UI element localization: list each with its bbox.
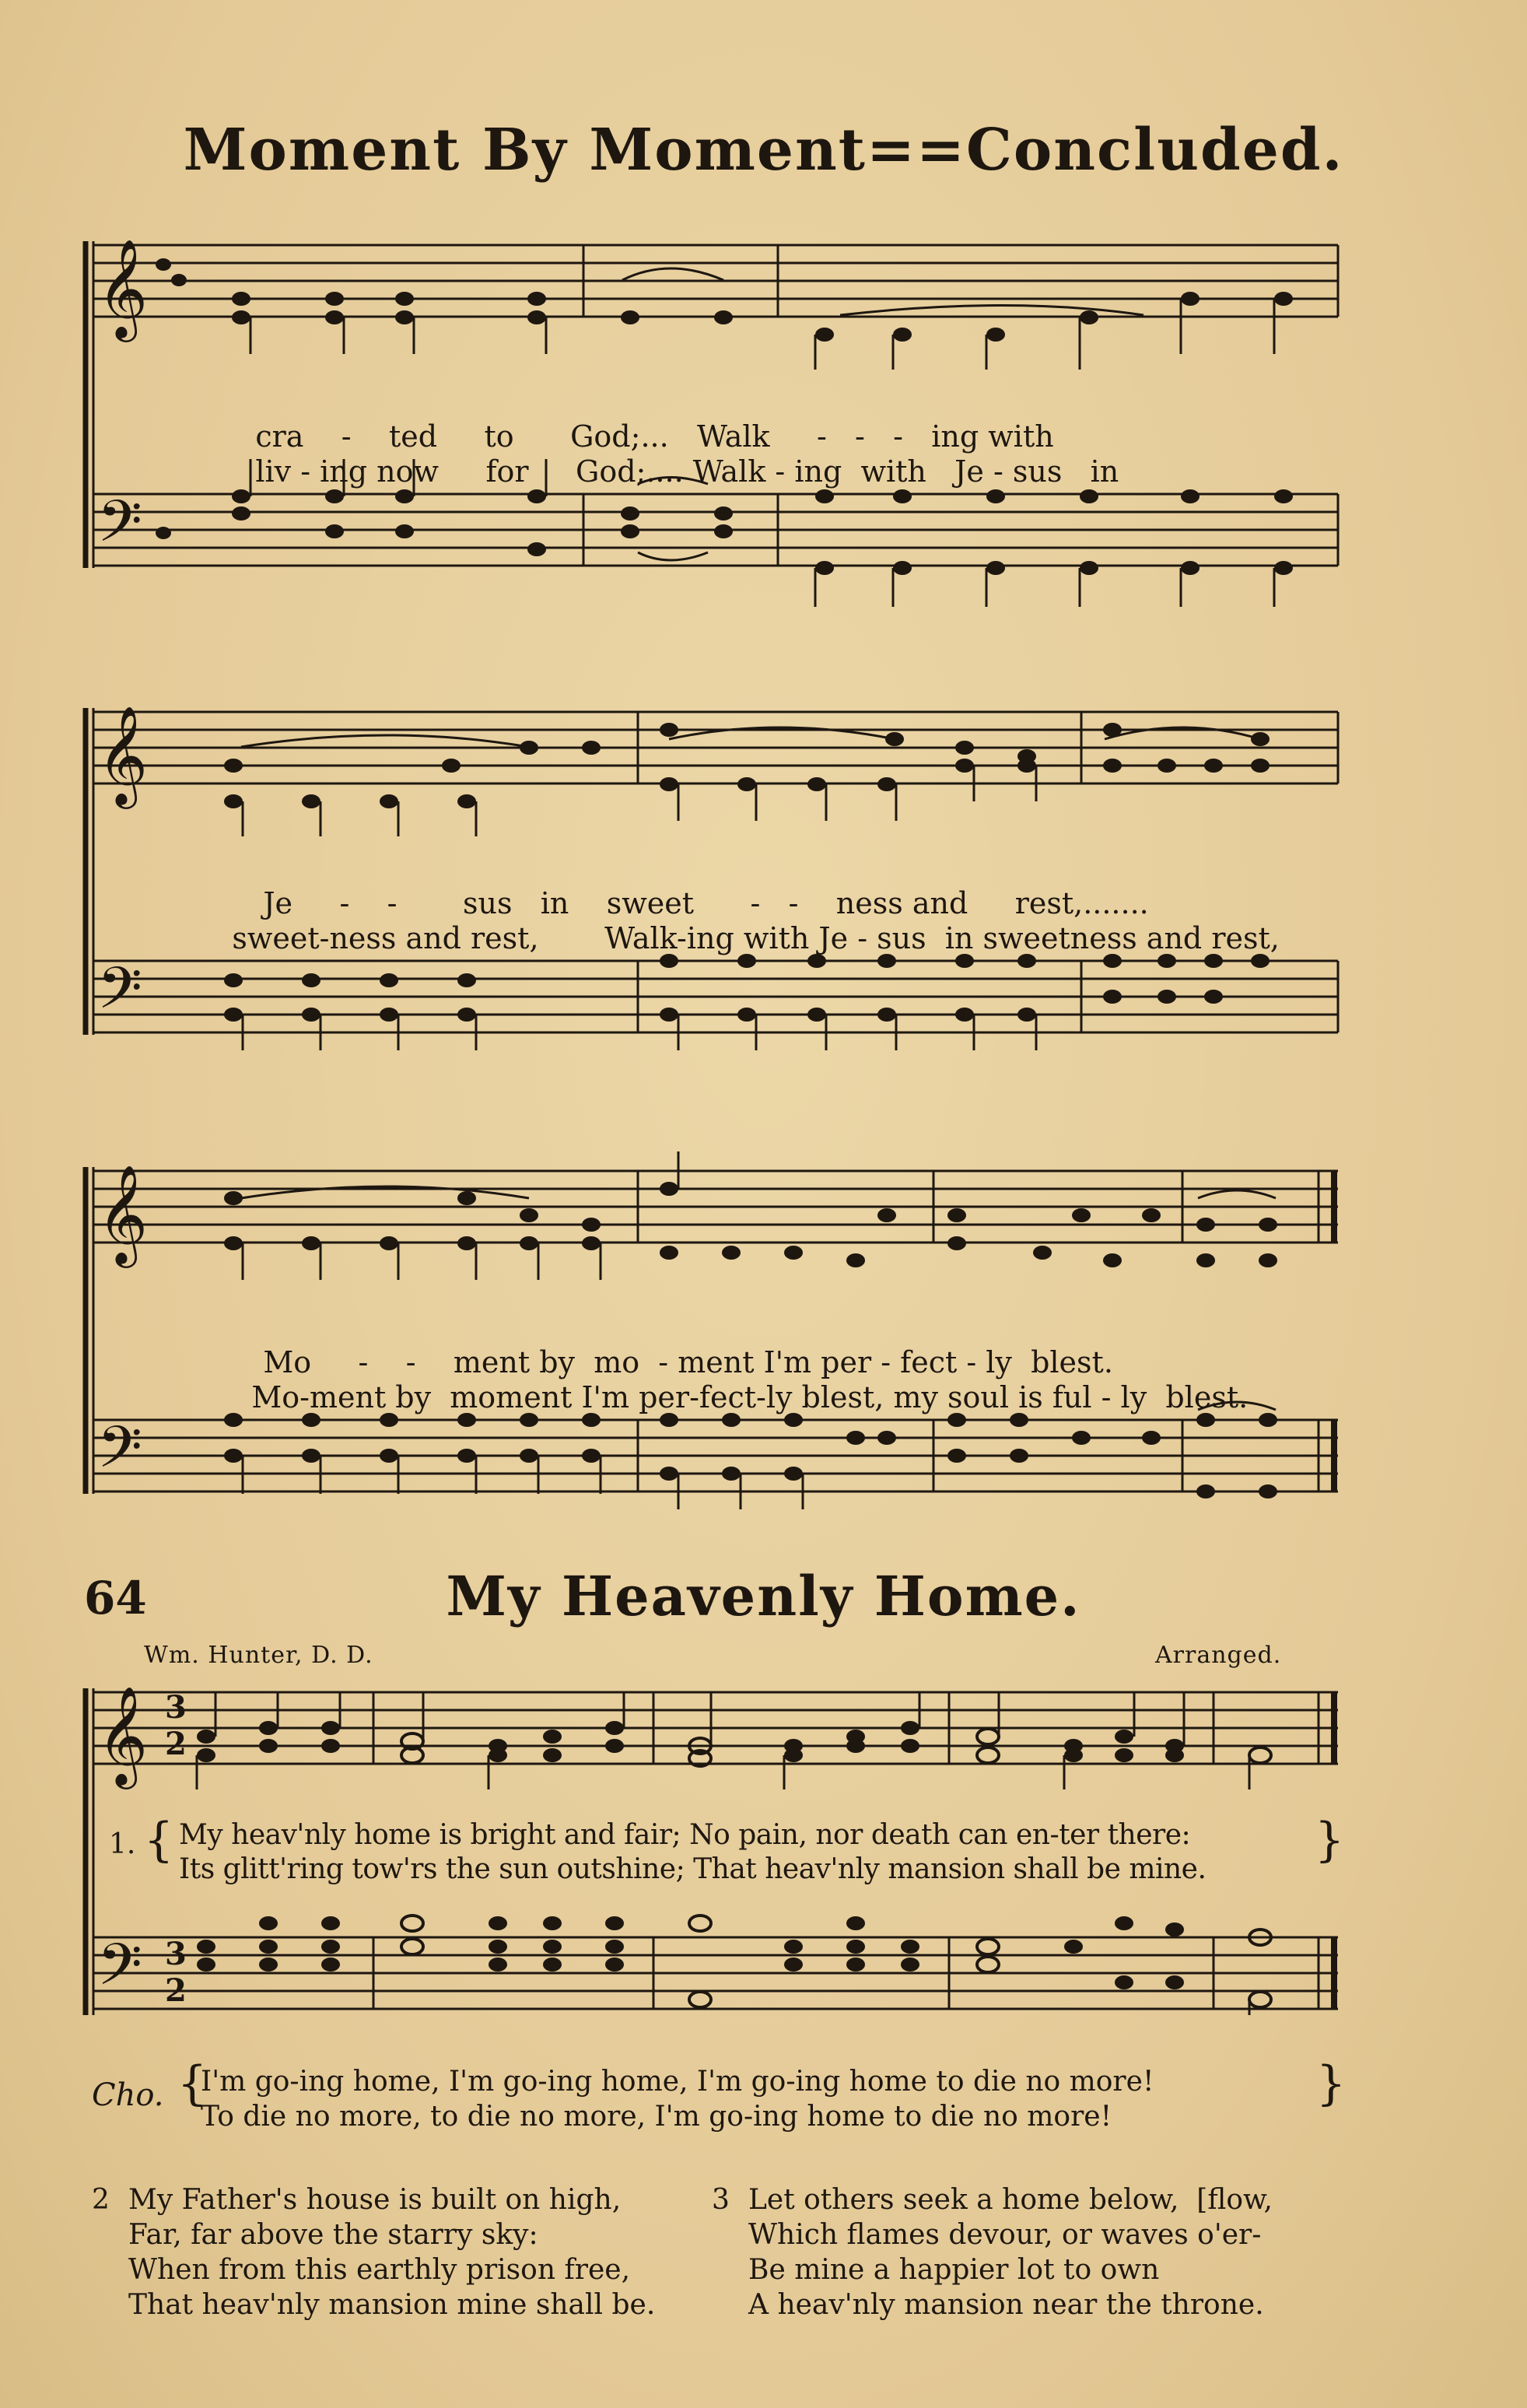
svg-text:𝄢: 𝄢 xyxy=(97,1414,142,1495)
music-system-3 xyxy=(78,1151,1342,1556)
lyric-syllable: rest,....... xyxy=(1014,886,1149,920)
verse-2-line: When from this earthly prison free, xyxy=(128,2254,631,2286)
lyric-syllable: blest. xyxy=(1165,1380,1249,1414)
lyric-hyphen: - xyxy=(387,886,398,920)
music-system-hymn64 xyxy=(78,1681,1345,2015)
lyric-syllable: mo xyxy=(594,1345,640,1379)
svg-text:𝄢: 𝄢 xyxy=(97,955,142,1036)
verse-number: 1. xyxy=(109,1828,136,1860)
svg-text:𝄢: 𝄢 xyxy=(97,488,142,570)
svg-text:𝄞: 𝄞 xyxy=(97,705,149,804)
lyric-hyphen: - xyxy=(750,886,761,920)
lyric-hyphen: - xyxy=(893,419,903,454)
lyric-syllable: with xyxy=(988,419,1054,454)
lyric-syllable: Walk - ing xyxy=(692,454,842,489)
svg-text:𝄞: 𝄞 xyxy=(97,1685,149,1785)
lyric-hyphen: - xyxy=(358,1345,369,1379)
chorus-line-1: I'm go-ing home, I'm go-ing home, I'm go-ing home to die no more! xyxy=(201,2066,1154,2098)
lyrics-line-2 xyxy=(214,1346,1248,1449)
lyric-syllable: Je - sus xyxy=(818,921,926,955)
svg-text:2: 2 xyxy=(165,1972,187,2009)
lyric-syllable: Je xyxy=(263,886,293,920)
lyric-syllable: for xyxy=(485,454,529,489)
verse-1-line-1: My heav'nly home is bright and fair; No pain, nor death can en-ter there: xyxy=(179,1819,1191,1851)
lyric-hyphen: - xyxy=(341,419,352,454)
lyric-hyphen: - xyxy=(405,1345,416,1379)
lyric-syllable: sweet-ness and rest, xyxy=(232,921,539,955)
lyric-hyphen: - xyxy=(816,419,827,454)
lyric-syllable: moment I'm per-fect-ly blest, my soul is ful xyxy=(450,1380,1092,1414)
music-system-2 xyxy=(78,692,1342,1097)
lyric-hyphen: - xyxy=(788,886,799,920)
lyric-syllable: liv xyxy=(255,454,292,489)
lyric-syllable: blest. xyxy=(1031,1345,1113,1379)
lyric-syllable: in xyxy=(1090,454,1119,489)
svg-text:𝄞: 𝄞 xyxy=(97,1164,149,1264)
hymn-arranger: Arranged. xyxy=(1155,1642,1282,1669)
lyric-syllable: God;... xyxy=(570,419,669,454)
lyric-syllable: - sus xyxy=(993,454,1063,489)
lyric-syllable: sus xyxy=(463,886,513,920)
verse-brace-left: { xyxy=(144,1813,174,1867)
lyric-syllable: Je xyxy=(954,454,984,489)
svg-text:𝄢: 𝄢 xyxy=(97,1931,142,2013)
lyric-syllable: to xyxy=(484,419,514,454)
lyric-syllable: now xyxy=(376,454,440,489)
lyric-hyphen: - xyxy=(855,419,865,454)
verse-1-line-2: Its glitt'ring tow'rs the sun outshine; That heav'nly mansion shall be mine. xyxy=(179,1853,1207,1885)
verse-2-line: My Father's house is built on high, xyxy=(128,2184,622,2216)
music-system-1 xyxy=(78,226,1342,630)
section-title: Moment By Moment==Concluded. xyxy=(183,117,1344,184)
lyric-syllable: God;.... xyxy=(575,454,684,489)
chorus-brace-right: } xyxy=(1316,2056,1347,2111)
verse-brace-right: } xyxy=(1315,1813,1345,1867)
lyric-syllable: ness and xyxy=(835,886,968,920)
lyric-syllable: cra xyxy=(255,419,304,454)
lyric-syllable: with xyxy=(860,454,926,489)
chorus-brace-left: { xyxy=(177,2056,208,2111)
hymn-title: My Heavenly Home. xyxy=(446,1564,1081,1628)
lyric-syllable: in xyxy=(540,886,569,920)
lyrics-line-2 xyxy=(194,887,1280,990)
hymn-number: 64 xyxy=(84,1572,147,1625)
verse-2-number: 2 xyxy=(92,2184,110,2216)
verse-3-line: Let others seek a home below, [flow, xyxy=(748,2184,1273,2216)
lyric-syllable: Walk-ing with xyxy=(604,921,810,955)
lyrics-line-2 xyxy=(218,420,1119,523)
lyric-syllable: Walk xyxy=(696,419,770,454)
verse-2-line: Far, far above the starry sky: xyxy=(128,2219,538,2251)
lyric-syllable: Mo xyxy=(263,1345,312,1379)
verse-3-line: Be mine a happier lot to own xyxy=(748,2254,1160,2286)
lyric-syllable: - ly xyxy=(1101,1380,1147,1414)
lyric-syllable: - ing xyxy=(300,454,368,489)
lyric-syllable: ing xyxy=(931,419,979,454)
lyric-syllable: ment by xyxy=(453,1345,576,1379)
lyric-syllable: Mo-ment by xyxy=(251,1380,432,1414)
svg-text:2: 2 xyxy=(165,1726,187,1762)
chorus-label: Cho. xyxy=(92,2077,164,2113)
lyric-syllable: - ly xyxy=(966,1345,1012,1379)
lyric-hyphen: - xyxy=(658,1345,669,1379)
chorus-line-2: To die no more, to die no more, I'm go-ing home to die no more! xyxy=(201,2101,1112,2133)
lyric-syllable: in sweetness and rest, xyxy=(944,921,1280,955)
lyric-syllable: ment I'm per xyxy=(678,1345,872,1379)
lyric-hyphen: - xyxy=(339,886,350,920)
svg-text:𝄞: 𝄞 xyxy=(97,238,149,338)
svg-text:3: 3 xyxy=(165,1936,187,1972)
svg-text:3: 3 xyxy=(165,1689,187,1726)
lyric-hyphen: - xyxy=(881,1345,891,1379)
verse-3-number: 3 xyxy=(712,2184,730,2216)
verse-3-line: A heav'nly mansion near the throne. xyxy=(748,2289,1264,2321)
verse-3-line: Which flames devour, or waves o'er- xyxy=(748,2219,1262,2251)
hymn-author: Wm. Hunter, D. D. xyxy=(144,1642,373,1669)
verse-2-line: That heav'nly mansion mine shall be. xyxy=(128,2289,656,2321)
lyric-syllable: ted xyxy=(388,419,438,454)
lyric-syllable: sweet xyxy=(606,886,695,920)
lyric-syllable: fect xyxy=(900,1345,958,1379)
